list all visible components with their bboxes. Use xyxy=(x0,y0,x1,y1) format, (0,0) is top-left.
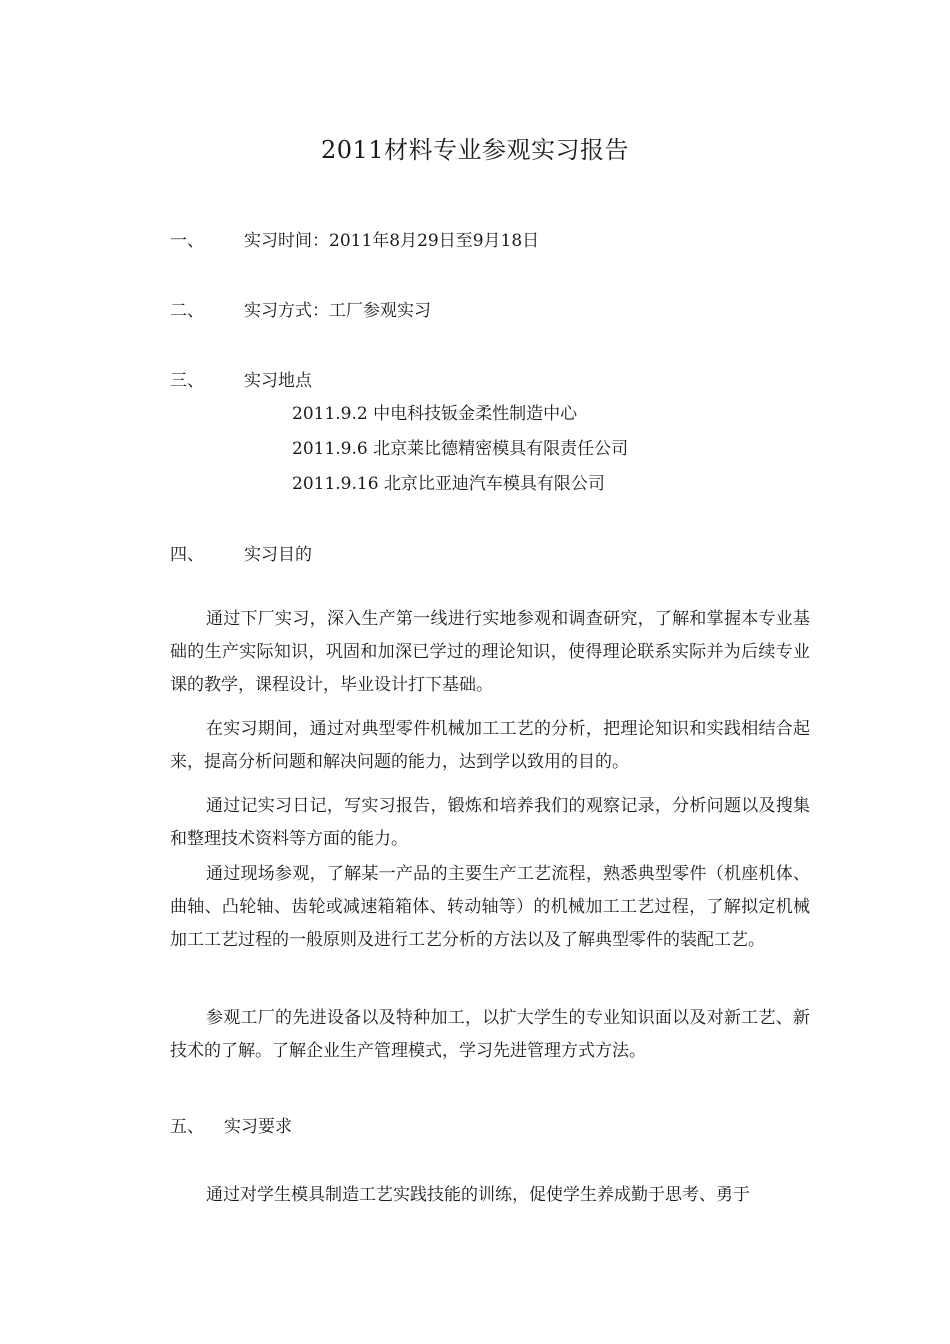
section-text: 实习时间：2011年8月29日至9月18日 xyxy=(244,231,540,251)
section-text: 实习要求 xyxy=(224,1117,292,1137)
section-2-heading xyxy=(170,296,431,321)
section-number: 一、 xyxy=(170,231,204,251)
section-text: 实习方式：工厂参观实习 xyxy=(244,301,431,321)
location-item: 2011.9.2 中电科技钣金柔性制造中心 xyxy=(292,404,578,424)
section-number: 五、 xyxy=(170,1117,204,1137)
section-5-heading xyxy=(170,1112,292,1137)
location-item: 2011.9.6 北京莱比德精密模具有限责任公司 xyxy=(292,439,629,459)
requirement-paragraph: 通过对学生模具制造工艺实践技能的训练，促使学生养成勤于思考、勇于 xyxy=(206,1185,750,1205)
section-text: 实习地点 xyxy=(244,371,312,391)
purpose-paragraph: 在实习期间，通过对典型零件机械加工工艺的分析，把理论知识和实践相结合起来，提高分析问题和解决问题的能力，达到学以致用的目的。 xyxy=(170,719,810,772)
section-number: 四、 xyxy=(170,545,204,565)
section-number: 三、 xyxy=(170,371,204,391)
location-item: 2011.9.16 北京比亚迪汽车模具有限公司 xyxy=(292,474,605,494)
document-title: 2011材料专业参观实习报告 xyxy=(320,136,630,164)
purpose-paragraph: 通过下厂实习，深入生产第一线进行实地参观和调查研究，了解和掌握本专业基础的生产实际知识，巩固和加深已学过的理论知识，使得理论联系实际并为后续专业课的教学，课程设计，毕业设计打下基础。 xyxy=(170,609,810,695)
purpose-paragraph: 通过记实习日记，写实习报告，锻炼和培养我们的观察记录，分析问题以及搜集和整理技术资料等方面的能力。 xyxy=(170,796,810,849)
purpose-paragraph: 参观工厂的先进设备以及特种加工，以扩大学生的专业知识面以及对新工艺、新技术的了解。了解企业生产管理模式，学习先进管理方式方法。 xyxy=(170,1008,810,1061)
section-text: 实习目的 xyxy=(244,545,312,565)
purpose-paragraph: 通过现场参观，了解某一产品的主要生产工艺流程，熟悉典型零件（机座机体、曲轴、凸轮轴、齿轮或减速箱箱体、转动轴等）的机械加工工艺过程，了解拟定机械加工工艺过程的一般原则及进行工艺分析的方法以及了解典型零件的装配工艺。 xyxy=(170,864,810,950)
section-number: 二、 xyxy=(170,301,204,321)
section-4-heading xyxy=(170,540,312,565)
section-3-heading xyxy=(170,366,312,391)
section-1-heading xyxy=(170,226,539,251)
